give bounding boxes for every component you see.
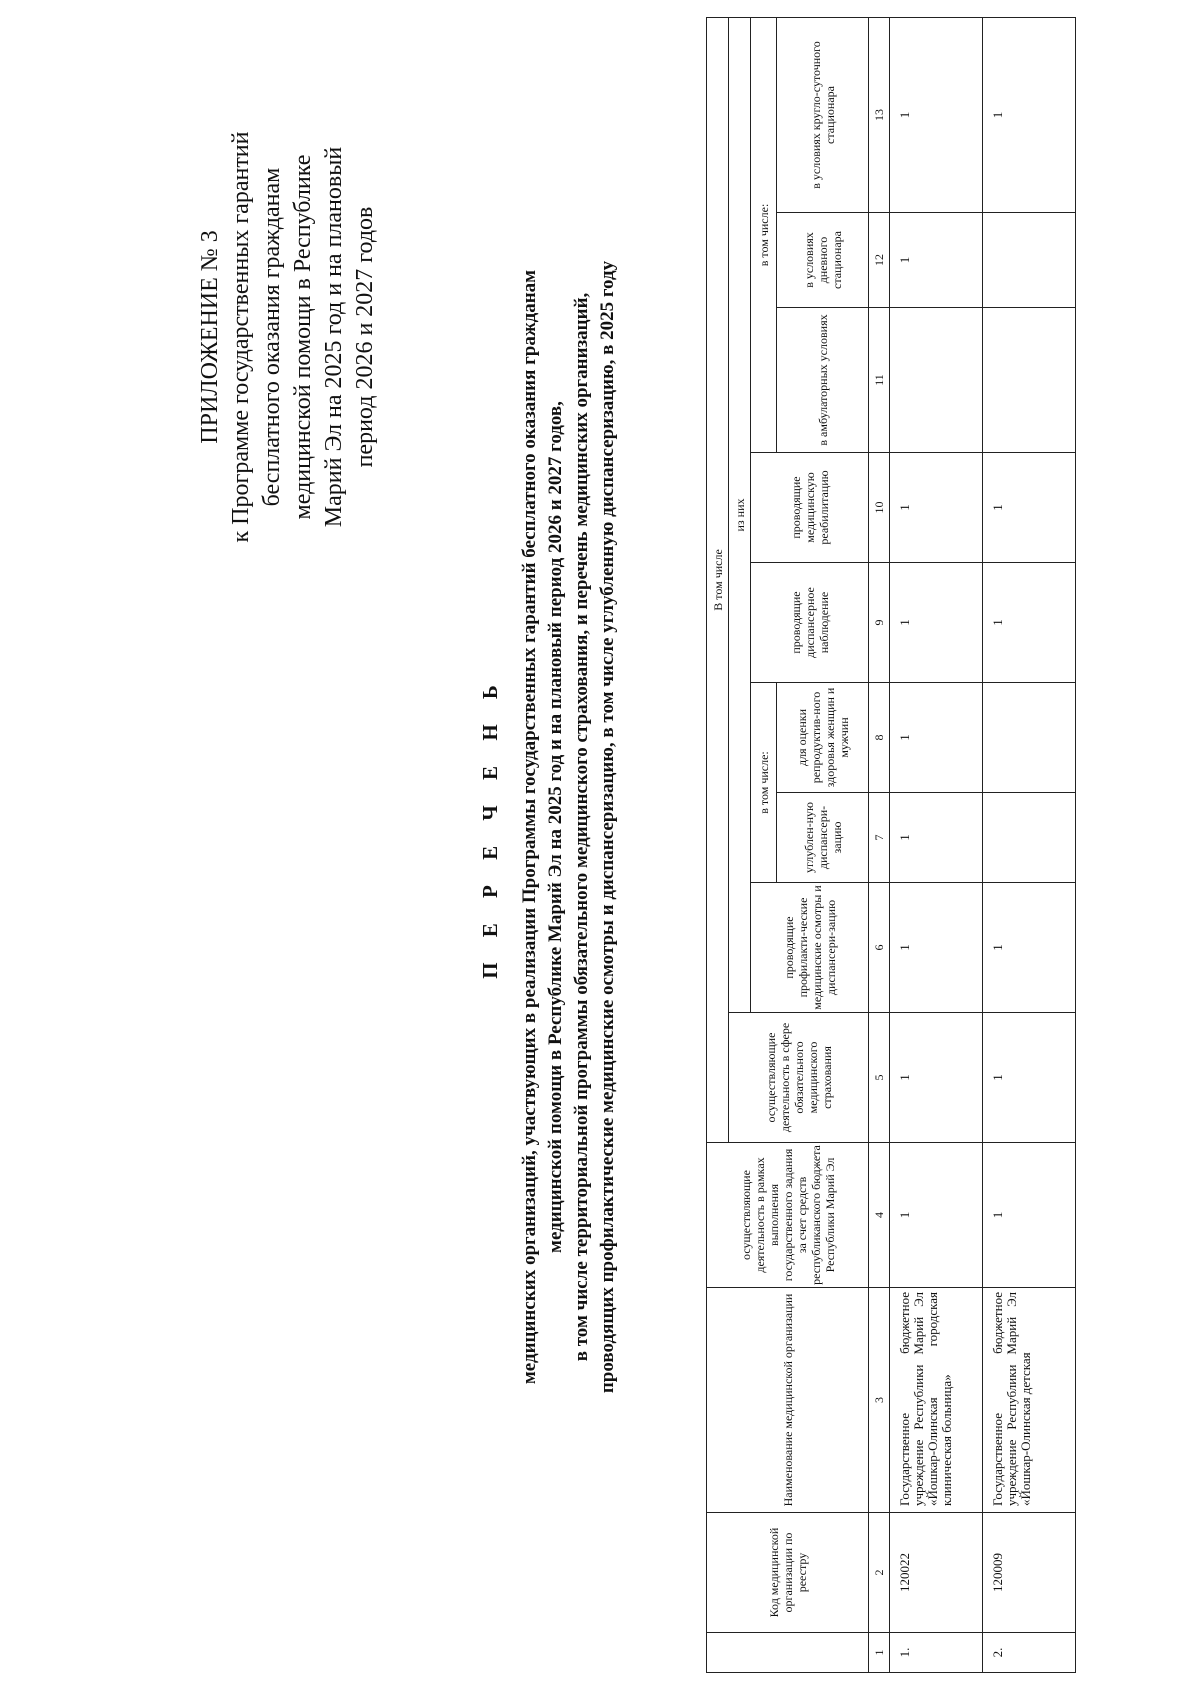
row-number: 2.	[983, 1633, 1076, 1673]
header-name: Наименование медицинской организации	[707, 1288, 869, 1513]
cell-col-13: 1	[983, 17, 1076, 212]
cell-col-10: 1	[983, 453, 1076, 563]
header-incl-1: в том числе:	[751, 683, 777, 883]
heading-line: в том числе территориальной программы обязательного медицинского страхования, и перечень медицинских организаций,	[571, 292, 592, 1362]
cell-col-11	[983, 308, 1076, 453]
column-number: 12	[869, 213, 890, 308]
cell-col-12: 1	[890, 213, 983, 308]
cell-col-5: 1	[983, 1013, 1076, 1143]
appendix-line: ПРИЛОЖЕНИЕ № 3	[197, 230, 223, 444]
org-code: 120022	[890, 1513, 983, 1633]
header-oms: осуществляющие деятельность в сфере обязательного медицинского страхования	[729, 1013, 869, 1143]
table-row	[890, 17, 983, 1672]
header-in-total: В том числе	[707, 17, 729, 1142]
org-name: Государственное бюджетное учреждение Республики Марий Эл «Йошкар-Олинская городская клиническая больница»	[890, 1288, 983, 1513]
cell-col-13: 1	[890, 17, 983, 212]
column-number: 2	[869, 1513, 890, 1633]
cell-col-6: 1	[983, 883, 1076, 1013]
org-code: 120009	[983, 1513, 1076, 1633]
cell-col-8: 1	[890, 683, 983, 793]
header-of-them: из них	[729, 17, 751, 1012]
column-number: 6	[869, 883, 890, 1013]
header-round-clock: в условиях кругло-суточного стационара	[777, 17, 869, 212]
appendix-line: период 2026 и 2027 годов	[352, 206, 378, 468]
column-number: 10	[869, 453, 890, 563]
appendix-line: бесплатного оказания гражданам	[259, 167, 285, 507]
cell-col-11	[890, 308, 983, 453]
header-code: Код медицинской организации по реестру	[707, 1513, 869, 1633]
cell-col-5: 1	[890, 1013, 983, 1143]
column-number: 7	[869, 793, 890, 883]
appendix-line: медицинской помощи в Республике	[290, 154, 316, 520]
table-row	[983, 17, 1076, 1672]
cell-col-9: 1	[890, 563, 983, 683]
cell-col-4: 1	[983, 1143, 1076, 1288]
row-number: 1.	[890, 1633, 983, 1673]
appendix-block	[195, 57, 381, 617]
column-number: 8	[869, 683, 890, 793]
column-number: 13	[869, 17, 890, 212]
cell-col-7: 1	[890, 793, 983, 883]
header-dispensary: проводящие диспансерное наблюдение	[751, 563, 869, 683]
heading-line: медицинской помощи в Республике Марий Эл на 2025 год и на плановый период 2026 и 2027 годов,	[545, 401, 566, 1253]
cell-col-6: 1	[890, 883, 983, 1013]
header-day-hospital: в условиях дневного стационара	[777, 213, 869, 308]
column-number: 4	[869, 1143, 890, 1288]
organizations-table	[706, 17, 1076, 1673]
appendix-line: к Программе государственных гарантий	[228, 131, 254, 543]
column-number: 9	[869, 563, 890, 683]
column-number: 1	[869, 1633, 890, 1673]
cell-col-8	[983, 683, 1076, 793]
column-number: 3	[869, 1288, 890, 1513]
column-number: 11	[869, 308, 890, 453]
header-ambulatory: в амбулаторных условиях	[777, 308, 869, 453]
heading-line: медицинских организаций, участвующих в реализации Программы государственных гарантий бесплатного оказания гражданам	[519, 269, 540, 1385]
column-number: 5	[869, 1013, 890, 1143]
column-number-row	[869, 17, 890, 1672]
cell-col-12	[983, 213, 1076, 308]
header-prophylactic: проводящие профилакти-ческие медицинские осмотры и диспансери-зацию	[751, 883, 869, 1013]
document-heading	[478, 107, 621, 1547]
cell-col-7	[983, 793, 1076, 883]
org-name: Государственное бюджетное учреждение Республики Марий Эл «Йошкар-Олинская детская	[983, 1288, 1076, 1513]
cell-col-9: 1	[983, 563, 1076, 683]
cell-col-4: 1	[890, 1143, 983, 1288]
header-reproductive: для оценки репродуктив-ного здоровья женщин и мужчин	[777, 683, 869, 793]
header-incl-2: в том числе:	[751, 17, 777, 452]
header-state-task: осуществляющие деятельность в рамках выполнения государственного задания за счет средств республиканского бюджета Республики Марий Эл	[707, 1143, 869, 1288]
cell-col-10: 1	[890, 453, 983, 563]
header-deep: углублен-ную диспансери-зацию	[777, 793, 869, 883]
header-cell	[707, 1633, 869, 1673]
header-row	[707, 17, 729, 1672]
appendix-line: Марий Эл на 2025 год и на плановый	[321, 146, 347, 528]
header-rehab: проводящие медицинскую реабилитацию	[751, 453, 869, 563]
heading-line: проводящих профилактические медицинские осмотры и диспансеризацию, в том числе углубленную диспансеризацию, в 2025 году	[597, 260, 618, 1394]
heading-title: П Е Р Е Ч Е Н Ь	[478, 675, 502, 979]
